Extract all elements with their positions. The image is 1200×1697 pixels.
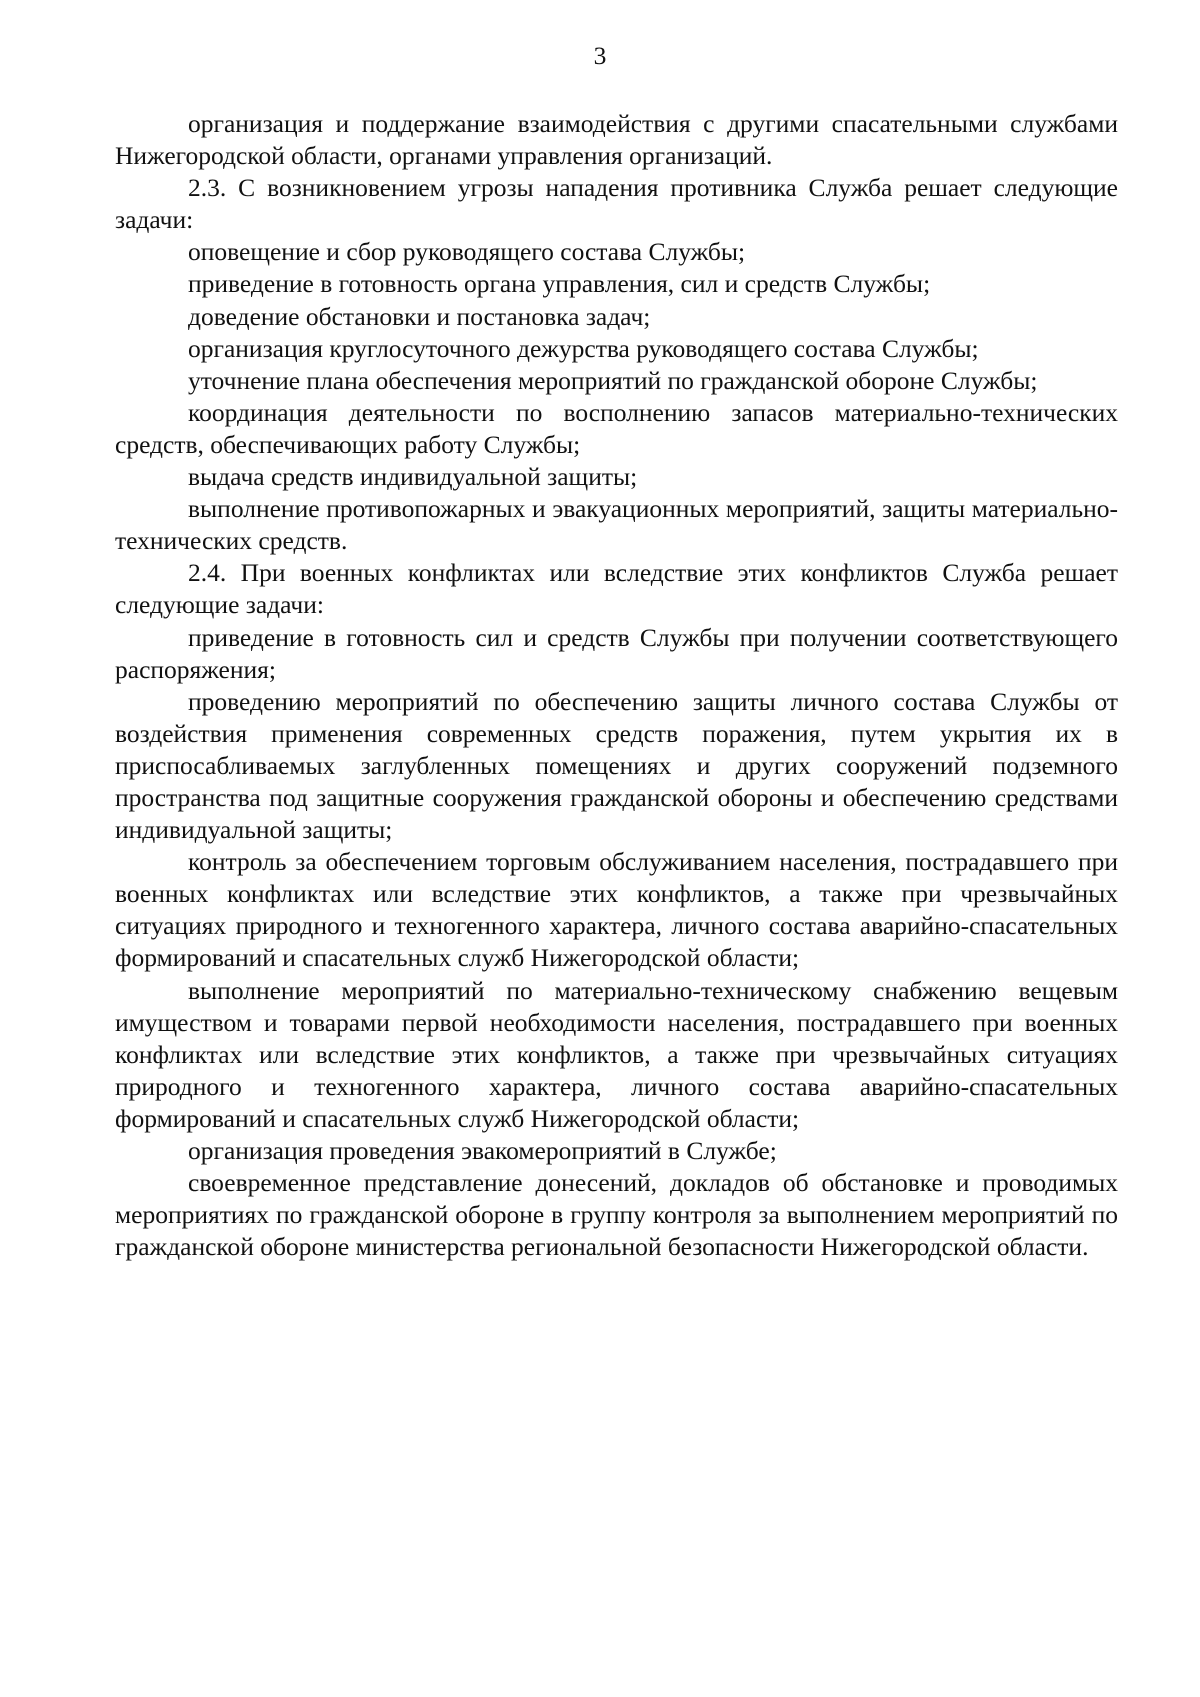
paragraph-section-2-4: 2.4. При военных конфликтах или вследствие этих конфликтов Служба решает следующие задачи:: [115, 558, 1118, 620]
document-body: [115, 108, 1118, 1263]
page-number: 3: [593, 41, 607, 70]
list-item: уточнение плана обеспечения мероприятий по гражданской обороне Службы;: [188, 365, 1038, 395]
list-item: организация круглосуточного дежурства руководящего состава Службы;: [188, 333, 979, 363]
list-item: контроль за обеспечением торговым обслуживанием населения, пострадавшего при военных конфликтах или вследствие этих конфликтов, а также при чрезвычайных ситуациях природного и техногенного характера, личного состава аварийно-спасательных формирований и спасательных служб Нижегородской области;: [115, 847, 1118, 973]
list-item: выполнение противопожарных и эвакуационных мероприятий, защиты материально-технических средств.: [115, 494, 1118, 556]
list-item: приведение в готовность сил и средств Службы при получении соответствующего распоряжения;: [115, 622, 1118, 684]
list-item: выдача средств индивидуальной защиты;: [188, 462, 638, 492]
paragraph-section-2-3: 2.3. С возникновением угрозы нападения противника Служба решает следующие задачи:: [115, 173, 1118, 235]
list-item: проведению мероприятий по обеспечению защиты личного состава Службы от воздействия применения современных средств поражения, путем укрытия их в приспосабливаемых заглубленных помещениях и других сооружений подземного пространства под защитные сооружения гражданской обороны и обеспечению средствами индивидуальной защиты;: [115, 686, 1118, 845]
list-item: доведение обстановки и постановка задач;: [188, 301, 651, 331]
list-item: оповещение и сбор руководящего состава Службы;: [188, 237, 746, 267]
list-item: организация проведения эвакомероприятий в Службе;: [188, 1136, 777, 1165]
list-item: приведение в готовность органа управления, сил и средств Службы;: [188, 269, 931, 299]
list-item: выполнение мероприятий по материально-техническому снабжению вещевым имуществом и товарами первой необходимости населения, пострадавшего при военных конфликтах или вследствие этих конфликтов, а также при чрезвычайных ситуациях природного и техногенного характера, личного состава аварийно-спасательных формирований и спасательных служб Нижегородской области;: [115, 975, 1118, 1133]
list-item: своевременное представление донесений, докладов об обстановке и проводимых мероприятиях по гражданской обороне в группу контроля за выполнением мероприятий по гражданской обороне министерства региональной безопасности Нижегородской области.: [115, 1168, 1118, 1262]
paragraph-continuation: организация и поддержание взаимодействия с другими спасательными службами Нижегородской области, органами управления организаций.: [115, 109, 1118, 171]
list-item: координация деятельности по восполнению запасов материально-технических средств, обеспечивающих работу Службы;: [115, 397, 1118, 459]
